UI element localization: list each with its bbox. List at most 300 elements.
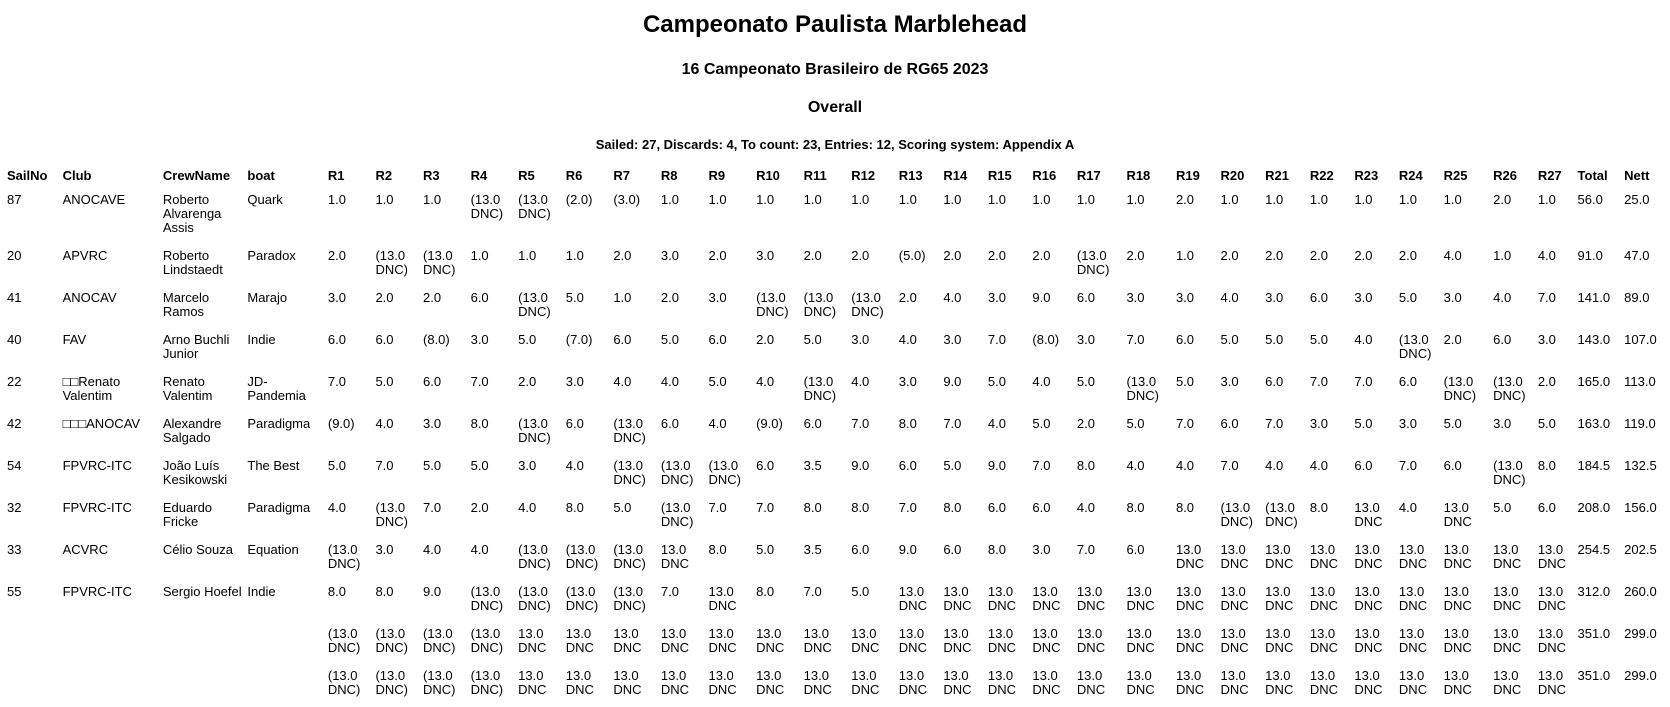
cell-total: 351.0 (1577, 626, 1611, 641)
cell-r2: (13.0 DNC) (375, 668, 408, 697)
cell-r19: 13.0 DNC (1175, 542, 1205, 571)
cell-r14: 3.0 (943, 332, 962, 347)
cell-r18: 4.0 (1126, 458, 1145, 473)
cell-r16: 6.0 (1032, 500, 1051, 515)
cell-r3: 4.0 (423, 542, 442, 557)
cell-r6: (13.0 DNC) (565, 542, 599, 571)
cell-r24: 4.0 (1398, 500, 1417, 515)
cell-r11: 1.0 (803, 192, 822, 207)
cell-r15: 9.0 (987, 458, 1006, 473)
cell-total: 56.0 (1577, 192, 1603, 207)
table-row (5, 621, 1670, 663)
cell-r8: 2.0 (660, 290, 679, 305)
column-header-r6: R6 (565, 167, 583, 183)
cell-r12: 6.0 (851, 542, 870, 557)
cell-r14: 6.0 (943, 542, 962, 557)
cell-r2: 1.0 (375, 192, 394, 207)
cell-r26: (13.0 DNC) (1493, 374, 1526, 403)
column-header-r27: R27 (1537, 167, 1562, 183)
cell-club: APVRC (62, 248, 108, 263)
cell-r2: 8.0 (375, 584, 394, 599)
cell-r19: 13.0 DNC (1175, 584, 1205, 613)
cell-r19: 13.0 DNC (1175, 668, 1205, 697)
cell-r27: 1.0 (1537, 192, 1556, 207)
cell-r25: 2.0 (1443, 332, 1462, 347)
cell-r14: 7.0 (943, 416, 962, 431)
cell-boat: Paradigma (247, 500, 311, 515)
cell-r13: 13.0 DNC (898, 668, 927, 697)
results-page (0, 9, 1670, 705)
cell-r20: 13.0 DNC (1220, 626, 1249, 655)
cell-r9: 7.0 (708, 500, 727, 515)
cell-r3: (13.0 DNC) (423, 248, 456, 277)
cell-r9: 3.0 (708, 290, 727, 305)
cell-r12: 5.0 (851, 584, 870, 599)
cell-r12: 1.0 (851, 192, 870, 207)
cell-r1: 7.0 (327, 374, 346, 389)
cell-r21: 4.0 (1265, 458, 1284, 473)
cell-total: 165.0 (1577, 374, 1611, 389)
cell-r7: 6.0 (613, 332, 632, 347)
cell-r10: 8.0 (756, 584, 775, 599)
cell-r5: (13.0 DNC) (518, 290, 551, 319)
cell-crewname: Renato Valentim (162, 374, 213, 403)
cell-r22: 13.0 DNC (1309, 542, 1339, 571)
cell-r4: 3.0 (470, 332, 489, 347)
table-row (5, 537, 1670, 579)
cell-boat: Quark (247, 192, 283, 207)
table-header-row (5, 163, 1670, 187)
cell-r22: 4.0 (1309, 458, 1328, 473)
cell-r27: 13.0 DNC (1537, 542, 1566, 571)
cell-r10: 13.0 DNC (756, 626, 785, 655)
cell-r1: (13.0 DNC) (327, 668, 361, 697)
cell-r6: 3.0 (565, 374, 584, 389)
cell-r6: 5.0 (565, 290, 584, 305)
cell-r9: 8.0 (708, 542, 727, 557)
table-row (5, 495, 1670, 537)
cell-r10: 2.0 (756, 332, 775, 347)
column-header-r22: R22 (1309, 167, 1334, 183)
column-header-r4: R4 (470, 167, 488, 183)
cell-nett: 260.0 (1624, 584, 1657, 599)
cell-sailno: 42 (7, 416, 22, 431)
event-subtitle: 16 Campeonato Brasileiro de RG65 2023 (681, 61, 989, 78)
column-header-r16: R16 (1032, 167, 1057, 183)
column-header-r13: R13 (898, 167, 923, 183)
cell-r24: 13.0 DNC (1398, 584, 1428, 613)
cell-r3: 9.0 (423, 584, 442, 599)
column-header-r17: R17 (1076, 167, 1101, 183)
cell-r23: 13.0 DNC (1354, 626, 1383, 655)
cell-club: FAV (62, 332, 87, 347)
cell-r15: 1.0 (987, 192, 1006, 207)
cell-total: 351.0 (1577, 668, 1611, 683)
cell-r26: 13.0 DNC (1493, 668, 1522, 697)
cell-r10: (9.0) (756, 416, 783, 431)
column-header-total: Total (1577, 167, 1608, 183)
cell-r23: 2.0 (1354, 248, 1373, 263)
cell-sailno: 20 (7, 248, 22, 263)
cell-r12: 4.0 (851, 374, 870, 389)
cell-r10: 5.0 (756, 542, 775, 557)
cell-r18: 5.0 (1126, 416, 1145, 431)
column-header-club: Club (62, 167, 92, 183)
cell-r9: 2.0 (708, 248, 727, 263)
cell-crewname: Alexandre Salgado (162, 416, 222, 445)
cell-r19: 5.0 (1175, 374, 1195, 389)
cell-r27: 3.0 (1537, 332, 1556, 347)
cell-r9: 6.0 (708, 332, 727, 347)
cell-r20: 5.0 (1220, 332, 1239, 347)
cell-r26: 13.0 DNC (1493, 542, 1522, 571)
cell-r14: 9.0 (943, 374, 962, 389)
cell-sailno (5, 663, 61, 705)
cell-r12: 9.0 (851, 458, 870, 473)
cell-r11: 7.0 (803, 584, 822, 599)
cell-r11: 5.0 (803, 332, 822, 347)
cell-r21: (13.0 DNC) (1265, 500, 1298, 529)
page-title: Campeonato Paulista Marblehead (642, 11, 1028, 38)
table-row (5, 243, 1670, 285)
cell-r14: 4.0 (943, 290, 962, 305)
cell-r17: 1.0 (1076, 192, 1095, 207)
table-row (5, 327, 1670, 369)
cell-r12: 7.0 (851, 416, 870, 431)
cell-r13: 2.0 (898, 290, 917, 305)
cell-r18: 1.0 (1126, 192, 1145, 207)
cell-r1: 1.0 (327, 192, 346, 207)
cell-boat (245, 663, 325, 705)
column-header-r7: R7 (613, 167, 630, 183)
cell-r25: (13.0 DNC) (1443, 374, 1477, 403)
cell-nett: 47.0 (1624, 248, 1650, 263)
cell-r19: 1.0 (1175, 248, 1195, 263)
cell-r26: 3.0 (1493, 416, 1512, 431)
cell-crewname: João Luís Kesikowski (162, 458, 228, 487)
cell-r6: (2.0) (565, 192, 593, 207)
cell-r19: 3.0 (1175, 290, 1195, 305)
cell-r4: 4.0 (470, 542, 489, 557)
cell-nett: 107.0 (1624, 332, 1657, 347)
cell-r17: 13.0 DNC (1076, 668, 1106, 697)
column-header-r10: R10 (756, 167, 780, 183)
cell-r16: 13.0 DNC (1032, 584, 1061, 613)
cell-r4: (13.0 DNC) (470, 668, 504, 697)
cell-r20: 2.0 (1220, 248, 1239, 263)
cell-r5: 13.0 DNC (518, 668, 547, 697)
cell-r8: 3.0 (660, 248, 679, 263)
cell-r11: (13.0 DNC) (803, 374, 837, 403)
cell-r11: 8.0 (803, 500, 822, 515)
cell-r10: 4.0 (756, 374, 775, 389)
cell-sailno: 33 (7, 542, 22, 557)
cell-boat: Paradigma (247, 416, 311, 431)
cell-r26: 13.0 DNC (1493, 626, 1522, 655)
cell-r16: 3.0 (1032, 542, 1051, 557)
cell-r22: 13.0 DNC (1309, 626, 1339, 655)
cell-r26: (13.0 DNC) (1493, 458, 1526, 487)
cell-r22: 13.0 DNC (1309, 584, 1339, 613)
cell-r7: (13.0 DNC) (613, 542, 646, 571)
cell-r6: 1.0 (565, 248, 584, 263)
cell-r24: 6.0 (1398, 374, 1417, 389)
table-row (5, 285, 1670, 327)
cell-r25: 13.0 DNC (1443, 584, 1472, 613)
column-header-r12: R12 (851, 167, 876, 183)
cell-r23: 6.0 (1354, 458, 1373, 473)
cell-r15: 3.0 (987, 290, 1006, 305)
column-header-r5: R5 (518, 167, 535, 183)
cell-r5: 13.0 DNC (518, 626, 547, 655)
cell-r20: 4.0 (1220, 290, 1239, 305)
cell-r17: 13.0 DNC (1076, 584, 1106, 613)
cell-r9: 5.0 (708, 374, 727, 389)
cell-r26: 2.0 (1493, 192, 1512, 207)
cell-crewname: Célio Souza (162, 542, 233, 557)
cell-r1: 2.0 (327, 248, 346, 263)
cell-r6: 8.0 (565, 500, 584, 515)
cell-r4: 7.0 (470, 374, 489, 389)
cell-r14: 5.0 (943, 458, 962, 473)
cell-r20: 13.0 DNC (1220, 668, 1249, 697)
cell-r20: (13.0 DNC) (1220, 500, 1253, 529)
cell-nett: 202.5 (1624, 542, 1657, 557)
cell-r3: 5.0 (423, 458, 442, 473)
cell-r26: 1.0 (1493, 248, 1512, 263)
cell-r8: (13.0 DNC) (660, 500, 694, 529)
cell-nett: 25.0 (1624, 192, 1650, 207)
cell-r24: 3.0 (1398, 416, 1417, 431)
cell-r8: 6.0 (660, 416, 679, 431)
cell-club (61, 621, 161, 663)
cell-r14: 2.0 (943, 248, 962, 263)
cell-club: ANOCAVE (62, 192, 126, 207)
cell-r22: 3.0 (1309, 416, 1328, 431)
cell-r11: 3.5 (803, 458, 822, 473)
cell-r1: 5.0 (327, 458, 346, 473)
table-row (5, 663, 1670, 705)
cell-r8: (13.0 DNC) (660, 458, 694, 487)
cell-crewname: Sergio Hoefel (162, 584, 242, 599)
column-header-r1: R1 (327, 167, 345, 183)
cell-r17: 5.0 (1076, 374, 1095, 389)
cell-crewname: Roberto Alvarenga Assis (162, 192, 222, 235)
cell-sailno: 22 (7, 374, 22, 389)
cell-r2: 2.0 (375, 290, 394, 305)
cell-r19: 8.0 (1175, 500, 1195, 515)
cell-r9: 1.0 (708, 192, 727, 207)
cell-r2: (13.0 DNC) (375, 626, 408, 655)
cell-total: 208.0 (1577, 500, 1611, 515)
cell-r22: 8.0 (1309, 500, 1328, 515)
cell-r5: (13.0 DNC) (518, 192, 551, 221)
cell-r15: 6.0 (987, 500, 1006, 515)
cell-r17: 4.0 (1076, 500, 1095, 515)
cell-r16: (8.0) (1032, 332, 1060, 347)
cell-r19: 2.0 (1175, 192, 1195, 207)
cell-total: 141.0 (1577, 290, 1611, 305)
cell-sailno: 40 (7, 332, 22, 347)
table-row (5, 369, 1670, 411)
cell-r18: (13.0 DNC) (1126, 374, 1159, 403)
cell-r5: (13.0 DNC) (518, 542, 551, 571)
column-header-nett: Nett (1624, 167, 1650, 183)
cell-r21: 1.0 (1265, 192, 1284, 207)
cell-r13: 4.0 (898, 332, 917, 347)
cell-nett: 156.0 (1624, 500, 1657, 515)
cell-r11: 3.5 (803, 542, 822, 557)
cell-r22: 7.0 (1309, 374, 1328, 389)
section-title: Overall (807, 99, 863, 116)
table-row (5, 579, 1670, 621)
cell-r5: 5.0 (518, 332, 537, 347)
cell-r22: 1.0 (1309, 192, 1328, 207)
cell-r19: 4.0 (1175, 458, 1195, 473)
cell-r8: 4.0 (660, 374, 679, 389)
cell-r15: 5.0 (987, 374, 1006, 389)
cell-r8: 5.0 (660, 332, 679, 347)
cell-r6: (7.0) (565, 332, 593, 347)
cell-r27: 13.0 DNC (1537, 668, 1566, 697)
cell-r3: 2.0 (423, 290, 442, 305)
cell-nett: 113.0 (1624, 374, 1656, 389)
cell-r16: 9.0 (1032, 290, 1051, 305)
cell-r1: (13.0 DNC) (327, 542, 361, 571)
cell-r17: 7.0 (1076, 542, 1095, 557)
cell-r15: 2.0 (987, 248, 1006, 263)
cell-r9: 4.0 (708, 416, 727, 431)
cell-r25: 13.0 DNC (1443, 500, 1472, 529)
cell-r12: 8.0 (851, 500, 870, 515)
cell-r27: 5.0 (1537, 416, 1556, 431)
cell-r23: 5.0 (1354, 416, 1373, 431)
cell-r13: 8.0 (898, 416, 917, 431)
cell-r10: (13.0 DNC) (756, 290, 789, 319)
cell-r13: (5.0) (898, 248, 926, 263)
cell-r20: 13.0 DNC (1220, 542, 1249, 571)
cell-r11: 13.0 DNC (803, 626, 832, 655)
cell-sailno: 55 (7, 584, 22, 599)
column-header-r19: R19 (1175, 167, 1200, 183)
cell-r1: (13.0 DNC) (327, 626, 361, 655)
cell-r20: 13.0 DNC (1220, 584, 1249, 613)
cell-r17: 6.0 (1076, 290, 1095, 305)
cell-total: 254.5 (1577, 542, 1611, 557)
cell-r3: 6.0 (423, 374, 442, 389)
cell-r21: 5.0 (1265, 332, 1284, 347)
cell-r27: 8.0 (1537, 458, 1556, 473)
column-header-r14: R14 (943, 167, 968, 183)
cell-club: FPVRC-ITC (62, 458, 132, 473)
cell-r21: 3.0 (1265, 290, 1284, 305)
cell-r7: (3.0) (613, 192, 641, 207)
cell-total: 163.0 (1577, 416, 1611, 431)
cell-boat: Indie (247, 332, 276, 347)
column-header-r23: R23 (1354, 167, 1379, 183)
cell-boat: The Best (247, 458, 300, 473)
cell-club: FPVRC-ITC (62, 584, 132, 599)
cell-r25: 13.0 DNC (1443, 668, 1472, 697)
cell-total: 312.0 (1577, 584, 1611, 599)
cell-r17: (13.0 DNC) (1076, 248, 1110, 277)
cell-club: ACVRC (62, 542, 109, 557)
column-header-r20: R20 (1220, 167, 1245, 183)
cell-r2: (13.0 DNC) (375, 248, 408, 277)
cell-crewname (161, 621, 246, 663)
table-row (5, 187, 1670, 243)
cell-r27: 7.0 (1537, 290, 1556, 305)
cell-r6: 6.0 (565, 416, 584, 431)
cell-r1: 4.0 (327, 500, 346, 515)
cell-r26: 6.0 (1493, 332, 1512, 347)
cell-r18: 7.0 (1126, 332, 1145, 347)
cell-r7: 2.0 (613, 248, 632, 263)
cell-r22: 2.0 (1309, 248, 1328, 263)
cell-r1: 3.0 (327, 290, 346, 305)
cell-total: 184.5 (1577, 458, 1611, 473)
cell-crewname: Roberto Lindstaedt (162, 248, 223, 277)
cell-r15: 13.0 DNC (987, 584, 1017, 613)
cell-r23: 4.0 (1354, 332, 1373, 347)
cell-r2: 6.0 (375, 332, 394, 347)
cell-r2: 4.0 (375, 416, 394, 431)
cell-r2: 3.0 (375, 542, 394, 557)
cell-r5: 2.0 (518, 374, 537, 389)
results-table (5, 163, 1670, 705)
cell-r18: 6.0 (1126, 542, 1145, 557)
cell-boat: Marajo (247, 290, 288, 305)
cell-r13: 9.0 (898, 542, 917, 557)
cell-r16: 5.0 (1032, 416, 1051, 431)
cell-r23: 13.0 DNC (1354, 584, 1383, 613)
cell-crewname: Eduardo Fricke (162, 500, 213, 529)
cell-total: 91.0 (1577, 248, 1603, 263)
cell-r3: (8.0) (423, 332, 450, 347)
cell-r13: 13.0 DNC (898, 584, 927, 613)
cell-sailno (5, 621, 61, 663)
cell-r7: 5.0 (613, 500, 632, 515)
cell-r9: 13.0 DNC (708, 626, 737, 655)
cell-boat (245, 621, 325, 663)
cell-r26: 4.0 (1493, 290, 1512, 305)
cell-r6: 4.0 (565, 458, 584, 473)
cell-boat: Paradox (247, 248, 296, 263)
cell-r24: 5.0 (1398, 290, 1417, 305)
cell-r17: 8.0 (1076, 458, 1095, 473)
cell-r6: 13.0 DNC (565, 668, 594, 697)
cell-r3: (13.0 DNC) (423, 626, 456, 655)
cell-crewname (161, 663, 246, 705)
cell-r14: 13.0 DNC (943, 668, 972, 697)
cell-r23: 1.0 (1354, 192, 1373, 207)
cell-r12: (13.0 DNC) (851, 290, 884, 319)
cell-r19: 13.0 DNC (1175, 626, 1205, 655)
cell-r23: 13.0 DNC (1354, 500, 1383, 529)
cell-r14: 13.0 DNC (943, 584, 972, 613)
cell-r4: 5.0 (470, 458, 489, 473)
cell-r18: 3.0 (1126, 290, 1145, 305)
cell-r5: 3.0 (518, 458, 537, 473)
cell-r21: 13.0 DNC (1265, 584, 1294, 613)
cell-r7: 1.0 (613, 290, 632, 305)
cell-club (61, 663, 161, 705)
cell-r27: 13.0 DNC (1537, 584, 1566, 613)
cell-r1: 6.0 (327, 332, 346, 347)
cell-r24: (13.0 DNC) (1398, 332, 1432, 361)
cell-r24: 7.0 (1398, 458, 1417, 473)
cell-r10: 7.0 (756, 500, 775, 515)
